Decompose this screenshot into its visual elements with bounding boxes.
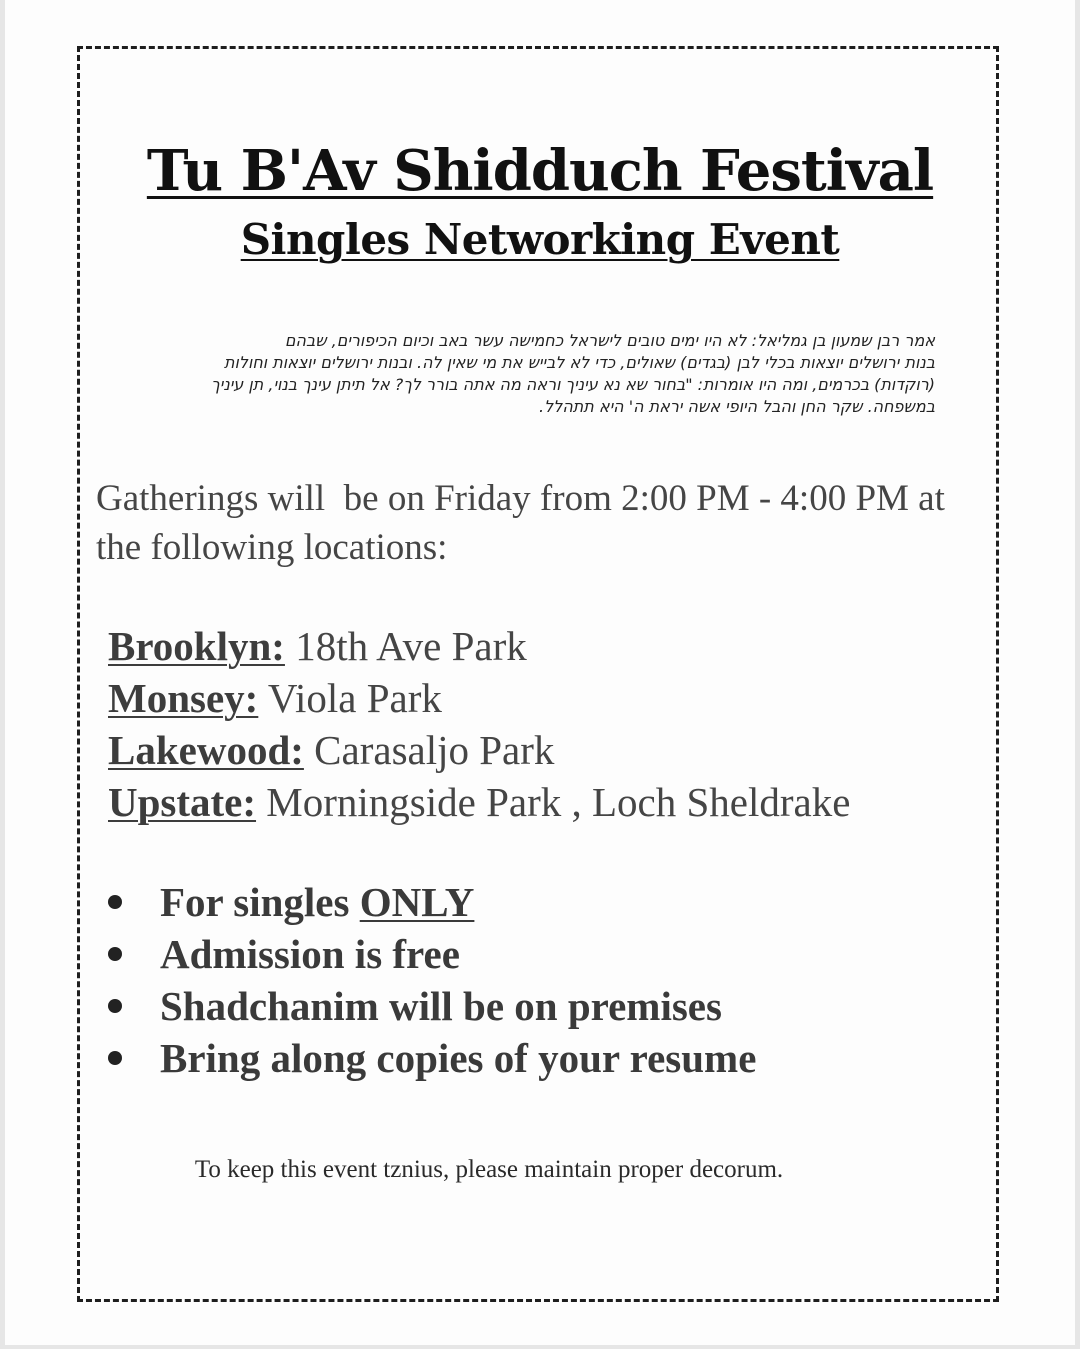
location-place: Carasaljo Park <box>303 727 555 773</box>
location-row <box>108 620 988 672</box>
bullet-icon <box>108 1051 122 1065</box>
bullet-icon <box>108 999 122 1013</box>
bullet-icon <box>108 895 122 909</box>
location-name: Upstate: <box>108 779 257 825</box>
gathering-intro-line: the following locations: <box>96 527 448 568</box>
gathering-intro-line: Gatherings will be on Friday from 2:00 PM - 4:00 PM at <box>96 478 945 519</box>
singles-emphasis: ONLY <box>359 879 475 925</box>
page-edge-bottom <box>0 1345 1080 1349</box>
list-item <box>100 1032 980 1084</box>
hebrew-quote-line: במשפחה. שקר החן והבל היופי אשה יראת ה' היא תתהלל. <box>539 397 935 416</box>
location-row <box>108 724 988 776</box>
location-name: Brooklyn: <box>108 623 285 669</box>
list-item <box>100 928 980 980</box>
flyer-subtitle: Singles Networking Event <box>240 215 840 264</box>
bullet-icon <box>108 947 122 961</box>
location-name: Lakewood: <box>108 727 304 773</box>
gathering-intro <box>96 474 996 572</box>
location-row <box>108 776 988 828</box>
hebrew-quote <box>140 330 935 418</box>
locations-list <box>108 620 988 828</box>
hebrew-quote-line: אמר רבן שמעון בן גמליאל: לא היו ימים טובים לישראל כחמישה עשר באב וכיום הכיפורים, שבהם <box>284 331 935 350</box>
bullet-text <box>160 876 474 928</box>
bullet-text: Bring along copies of your resume <box>160 1035 757 1081</box>
decorum-note: To keep this event tznius, please maintain proper decorum. <box>194 1156 784 1183</box>
list-item <box>100 980 980 1032</box>
hebrew-quote-line: בנות ירושלים יוצאות בכלי לבן (בגדים) שאולים, כדי לא לבייש את מי שאין לה. ובנות ירושלים יוצאות וחולות <box>224 353 935 372</box>
list-item <box>100 876 980 928</box>
hebrew-quote-line: (רוקדות) בכרמים, ומה היו אומרות: "בחור שא נא עיניך וראה מה אתה בורר לך? אל תיתן עינך בנוי, תן עיניך <box>211 375 935 394</box>
location-row <box>108 672 988 724</box>
location-place: 18th Ave Park <box>284 623 527 669</box>
location-place: Morningside Park , Loch Sheldrake <box>256 779 851 825</box>
bullet-text: Shadchanim will be on premises <box>160 983 722 1029</box>
flyer-title: Tu B'Av Shidduch Festival <box>146 138 934 204</box>
location-name: Monsey: <box>108 675 259 721</box>
bullet-text: Admission is free <box>160 931 460 977</box>
location-place: Viola Park <box>258 675 442 721</box>
event-rules-list <box>100 876 980 1084</box>
singles-prefix: For singles <box>160 879 360 925</box>
